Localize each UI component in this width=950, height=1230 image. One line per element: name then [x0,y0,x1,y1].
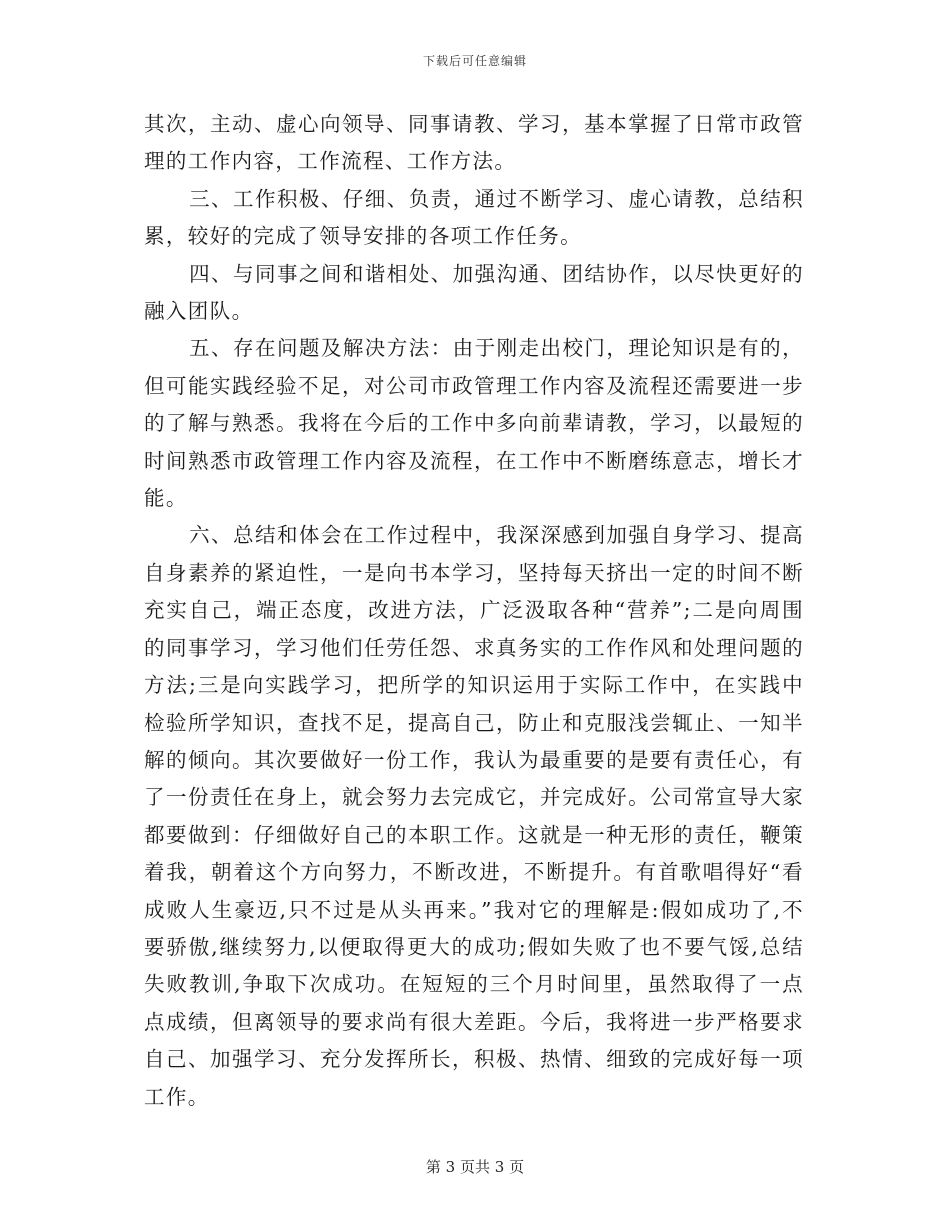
paragraph-4: 五、存在问题及解决方法：由于刚走出校门，理论知识是有的，但可能实践经验不足，对公司市政管理工作内容及流程还需要进一步的了解与熟悉。我将在今后的工作中多向前辈请教，学习，以最短的时间熟悉市政管理工作内容及流程，在工作中不断磨练意志，增长才能。 [144,336,804,511]
document-body [144,106,804,1116]
paragraph-2: 三、工作积极、仔细、负责，通过不断学习、虚心请教，总结积累，较好的完成了领导安排的各项工作任务。 [144,186,804,249]
paragraph-3: 四、与同事之间和谐相处、加强沟通、团结协作，以尽快更好的融入团队。 [144,261,804,324]
paragraph-5: 六、总结和体会在工作过程中，我深深感到加强自身学习、提高自身素养的紧迫性，一是向书本学习，坚持每天挤出一定的时间不断充实自己，端正态度，改进方法，广泛汲取各种“营养”;二是向周围的同事学习，学习他们任劳任怨、求真务实的工作作风和处理问题的方法;三是向实践学习，把所学的知识运用于实际工作中，在实践中检验所学知识，查找不足，提高自己，防止和克服浅尝辄止、一知半解的倾向。其次要做好一份工作，我认为最重要的是要有责任心，有了一份责任在身上，就会努力去完成它，并完成好。公司常宣导大家都要做到：仔细做好自己的本职工作。这就是一种无形的责任，鞭策着我，朝着这个方向努力，不断改进，不断提升。有首歌唱得好“看成败人生豪迈,只不过是从头再来。”我对它的理解是:假如成功了,不要骄傲,继续努力,以便取得更大的成功;假如失败了也不要气馁,总结失败教训,争取下次成功。在短短的三个月时间里，虽然取得了一点点成绩，但离领导的要求尚有很大差距。今后，我将进一步严格要求自己、加强学习、充分发挥所长，积极、热情、细致的完成好每一项工作。 [144,523,804,1109]
paragraph-1: 其次，主动、虚心向领导、同事请教、学习，基本掌握了日常市政管理的工作内容，工作流程、工作方法。 [144,112,804,174]
page-header: 下载后可任意编辑 [422,54,527,68]
page-footer: 第 3 页共 3 页 [425,1158,525,1176]
